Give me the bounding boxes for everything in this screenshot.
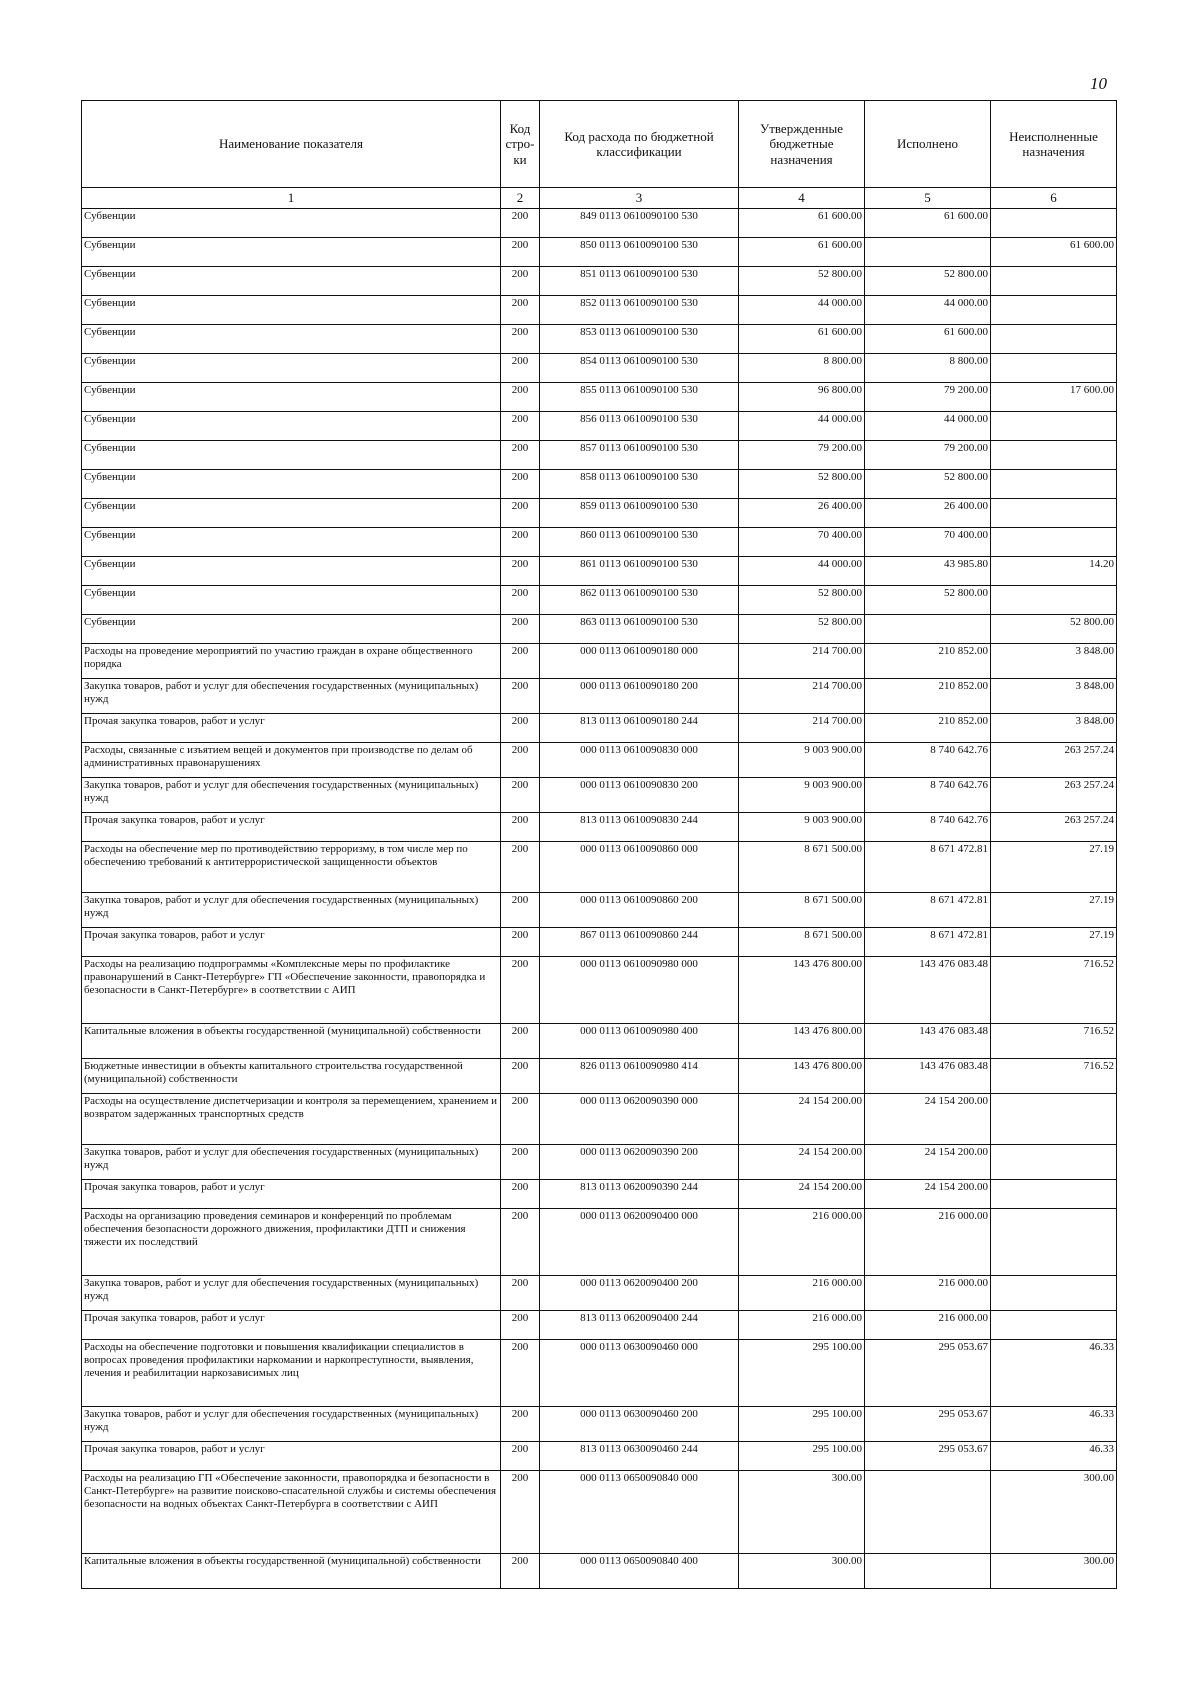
table-row (82, 778, 1117, 813)
row-approved: 52 800.00 (739, 470, 865, 499)
table-row (82, 499, 1117, 528)
row-unexecuted: 716.52 (991, 957, 1117, 1024)
row-approved: 143 476 800.00 (739, 1024, 865, 1059)
row-executed: 24 154 200.00 (865, 1145, 991, 1180)
row-unexecuted: 52 800.00 (991, 615, 1117, 644)
row-line-code: 200 (501, 383, 540, 412)
table-row (82, 470, 1117, 499)
row-unexecuted: 300.00 (991, 1554, 1117, 1589)
row-line-code: 200 (501, 1407, 540, 1442)
row-budget-code: 000 0113 0620090390 000 (540, 1094, 739, 1145)
row-budget-code: 853 0113 0610090100 530 (540, 325, 739, 354)
row-approved: 9 003 900.00 (739, 778, 865, 813)
row-indicator-name: Расходы, связанные с изъятием вещей и документов при производстве по делам об административных правонарушениях (82, 743, 501, 778)
row-approved: 216 000.00 (739, 1276, 865, 1311)
table-row (82, 325, 1117, 354)
row-executed: 26 400.00 (865, 499, 991, 528)
row-line-code: 200 (501, 957, 540, 1024)
row-approved: 216 000.00 (739, 1311, 865, 1340)
row-line-code: 200 (501, 586, 540, 615)
row-executed: 295 053.67 (865, 1442, 991, 1471)
row-unexecuted: 263 257.24 (991, 743, 1117, 778)
table-row (82, 714, 1117, 743)
table-row (82, 813, 1117, 842)
row-executed: 8 671 472.81 (865, 893, 991, 928)
row-budget-code: 851 0113 0610090100 530 (540, 267, 739, 296)
table-row (82, 1024, 1117, 1059)
row-approved: 61 600.00 (739, 209, 865, 238)
row-line-code: 200 (501, 1340, 540, 1407)
row-budget-code: 000 0113 0620090400 200 (540, 1276, 739, 1311)
row-budget-code: 000 0113 0610090860 200 (540, 893, 739, 928)
row-unexecuted: 27.19 (991, 842, 1117, 893)
row-executed: 210 852.00 (865, 714, 991, 743)
table-header-row (82, 101, 1117, 188)
row-line-code: 200 (501, 1059, 540, 1094)
row-approved: 24 154 200.00 (739, 1180, 865, 1209)
row-executed: 61 600.00 (865, 209, 991, 238)
row-unexecuted: 263 257.24 (991, 813, 1117, 842)
row-line-code: 200 (501, 615, 540, 644)
row-approved: 9 003 900.00 (739, 813, 865, 842)
row-approved: 295 100.00 (739, 1407, 865, 1442)
row-budget-code: 000 0113 0610090980 000 (540, 957, 739, 1024)
row-indicator-name: Расходы на осуществление диспетчеризации и контроля за перемещением, хранением и возвратом задержанных транспортных средств (82, 1094, 501, 1145)
row-approved: 44 000.00 (739, 557, 865, 586)
row-approved: 26 400.00 (739, 499, 865, 528)
row-line-code: 200 (501, 1180, 540, 1209)
table-row (82, 1407, 1117, 1442)
row-unexecuted (991, 354, 1117, 383)
row-unexecuted: 263 257.24 (991, 778, 1117, 813)
table-row (82, 1340, 1117, 1407)
row-indicator-name: Закупка товаров, работ и услуг для обеспечения государственных (муниципальных) нужд (82, 679, 501, 714)
row-line-code: 200 (501, 1442, 540, 1471)
row-unexecuted (991, 296, 1117, 325)
row-approved: 70 400.00 (739, 528, 865, 557)
row-line-code: 200 (501, 1145, 540, 1180)
row-unexecuted (991, 1180, 1117, 1209)
row-line-code: 200 (501, 1311, 540, 1340)
row-indicator-name: Субвенции (82, 586, 501, 615)
row-budget-code: 860 0113 0610090100 530 (540, 528, 739, 557)
row-executed: 44 000.00 (865, 412, 991, 441)
row-executed: 52 800.00 (865, 267, 991, 296)
row-indicator-name: Прочая закупка товаров, работ и услуг (82, 1442, 501, 1471)
row-line-code: 200 (501, 714, 540, 743)
row-approved: 300.00 (739, 1554, 865, 1589)
table-row (82, 842, 1117, 893)
table-row (82, 1471, 1117, 1554)
row-unexecuted: 716.52 (991, 1059, 1117, 1094)
row-budget-code: 813 0113 0620090390 244 (540, 1180, 739, 1209)
row-budget-code: 000 0113 0610090980 400 (540, 1024, 739, 1059)
header-approved-appropriations: Утвержденные бюджетные назначения (739, 101, 865, 188)
row-executed: 8 740 642.76 (865, 813, 991, 842)
row-executed: 8 740 642.76 (865, 778, 991, 813)
row-budget-code: 850 0113 0610090100 530 (540, 238, 739, 267)
row-approved: 8 671 500.00 (739, 928, 865, 957)
row-executed: 52 800.00 (865, 586, 991, 615)
row-budget-code: 813 0113 0630090460 244 (540, 1442, 739, 1471)
table-row (82, 1442, 1117, 1471)
row-budget-code: 862 0113 0610090100 530 (540, 586, 739, 615)
row-indicator-name: Расходы на реализацию ГП «Обеспечение законности, правопорядка и безопасности в Санкт-Петербурге» на развитие поисково-спасательной службы и системы обеспечения безопасности на водных объектах Санкт-Петербурга в соответствии с АИП (82, 1471, 501, 1554)
row-line-code: 200 (501, 842, 540, 893)
row-executed: 8 671 472.81 (865, 842, 991, 893)
row-budget-code: 000 0113 0610090830 200 (540, 778, 739, 813)
row-approved: 214 700.00 (739, 644, 865, 679)
row-budget-code: 852 0113 0610090100 530 (540, 296, 739, 325)
table-row (82, 238, 1117, 267)
row-budget-code: 858 0113 0610090100 530 (540, 470, 739, 499)
row-indicator-name: Капитальные вложения в объекты государственной (муниципальной) собственности (82, 1024, 501, 1059)
table-row (82, 383, 1117, 412)
table-row (82, 557, 1117, 586)
row-indicator-name: Субвенции (82, 499, 501, 528)
table-row (82, 1180, 1117, 1209)
row-line-code: 200 (501, 1209, 540, 1276)
row-executed: 70 400.00 (865, 528, 991, 557)
row-approved: 214 700.00 (739, 714, 865, 743)
row-approved: 44 000.00 (739, 412, 865, 441)
row-line-code: 200 (501, 1094, 540, 1145)
row-budget-code: 000 0113 0610090180 200 (540, 679, 739, 714)
row-approved: 24 154 200.00 (739, 1145, 865, 1180)
row-unexecuted (991, 267, 1117, 296)
row-indicator-name: Расходы на организацию проведения семинаров и конференций по проблемам обеспечения безопасности дорожного движения, профилактики ДТП и снижения тяжести их последствий (82, 1209, 501, 1276)
row-budget-code: 000 0113 0630090460 000 (540, 1340, 739, 1407)
row-indicator-name: Капитальные вложения в объекты государственной (муниципальной) собственности (82, 1554, 501, 1589)
table-row (82, 679, 1117, 714)
row-indicator-name: Субвенции (82, 354, 501, 383)
header-executed: Исполнено (865, 101, 991, 188)
row-executed: 216 000.00 (865, 1276, 991, 1311)
row-line-code: 200 (501, 499, 540, 528)
row-executed: 44 000.00 (865, 296, 991, 325)
row-line-code: 200 (501, 813, 540, 842)
row-executed: 52 800.00 (865, 470, 991, 499)
table-row (82, 1554, 1117, 1589)
row-executed: 216 000.00 (865, 1209, 991, 1276)
row-budget-code: 859 0113 0610090100 530 (540, 499, 739, 528)
row-indicator-name: Прочая закупка товаров, работ и услуг (82, 928, 501, 957)
row-executed: 143 476 083.48 (865, 1059, 991, 1094)
row-unexecuted (991, 499, 1117, 528)
row-executed (865, 615, 991, 644)
row-budget-code: 857 0113 0610090100 530 (540, 441, 739, 470)
column-number: 3 (540, 188, 739, 209)
row-indicator-name: Субвенции (82, 615, 501, 644)
row-indicator-name: Субвенции (82, 557, 501, 586)
row-indicator-name: Закупка товаров, работ и услуг для обеспечения государственных (муниципальных) нужд (82, 1407, 501, 1442)
row-approved: 24 154 200.00 (739, 1094, 865, 1145)
row-budget-code: 000 0113 0650090840 400 (540, 1554, 739, 1589)
row-indicator-name: Закупка товаров, работ и услуг для обеспечения государственных (муниципальных) нужд (82, 778, 501, 813)
row-approved: 8 800.00 (739, 354, 865, 383)
row-budget-code: 813 0113 0620090400 244 (540, 1311, 739, 1340)
row-approved: 295 100.00 (739, 1442, 865, 1471)
row-executed: 143 476 083.48 (865, 1024, 991, 1059)
row-unexecuted: 17 600.00 (991, 383, 1117, 412)
row-approved: 61 600.00 (739, 325, 865, 354)
row-executed (865, 1471, 991, 1554)
row-line-code: 200 (501, 557, 540, 586)
row-approved: 44 000.00 (739, 296, 865, 325)
row-budget-code: 000 0113 0650090840 000 (540, 1471, 739, 1554)
header-unexecuted-appropriations: Неисполненные назначения (991, 101, 1117, 188)
table-row (82, 586, 1117, 615)
row-approved: 52 800.00 (739, 267, 865, 296)
row-line-code: 200 (501, 644, 540, 679)
row-budget-code: 861 0113 0610090100 530 (540, 557, 739, 586)
column-number: 5 (865, 188, 991, 209)
row-unexecuted (991, 412, 1117, 441)
page-number: 10 (1090, 74, 1107, 93)
table-row (82, 412, 1117, 441)
row-indicator-name: Субвенции (82, 383, 501, 412)
row-unexecuted: 46.33 (991, 1407, 1117, 1442)
row-line-code: 200 (501, 441, 540, 470)
table-row (82, 1094, 1117, 1145)
table-row (82, 957, 1117, 1024)
row-executed: 295 053.67 (865, 1340, 991, 1407)
row-executed: 143 476 083.48 (865, 957, 991, 1024)
header-indicator-name: Наименование показателя (82, 101, 501, 188)
table-row (82, 928, 1117, 957)
row-unexecuted (991, 586, 1117, 615)
row-indicator-name: Субвенции (82, 209, 501, 238)
row-approved: 214 700.00 (739, 679, 865, 714)
row-unexecuted (991, 1209, 1117, 1276)
row-budget-code: 856 0113 0610090100 530 (540, 412, 739, 441)
row-executed: 216 000.00 (865, 1311, 991, 1340)
row-line-code: 200 (501, 470, 540, 499)
row-approved: 143 476 800.00 (739, 1059, 865, 1094)
row-indicator-name: Закупка товаров, работ и услуг для обеспечения государственных (муниципальных) нужд (82, 1145, 501, 1180)
row-budget-code: 000 0113 0610090830 000 (540, 743, 739, 778)
row-indicator-name: Субвенции (82, 441, 501, 470)
row-line-code: 200 (501, 412, 540, 441)
row-executed: 8 800.00 (865, 354, 991, 383)
row-unexecuted: 61 600.00 (991, 238, 1117, 267)
row-unexecuted: 14.20 (991, 557, 1117, 586)
row-line-code: 200 (501, 209, 540, 238)
row-approved: 96 800.00 (739, 383, 865, 412)
table-row (82, 615, 1117, 644)
row-approved: 300.00 (739, 1471, 865, 1554)
column-number: 4 (739, 188, 865, 209)
row-budget-code: 000 0113 0630090460 200 (540, 1407, 739, 1442)
row-unexecuted: 300.00 (991, 1471, 1117, 1554)
row-budget-code: 849 0113 0610090100 530 (540, 209, 739, 238)
row-executed: 8 671 472.81 (865, 928, 991, 957)
table-row (82, 743, 1117, 778)
table-row (82, 528, 1117, 557)
row-budget-code: 855 0113 0610090100 530 (540, 383, 739, 412)
row-indicator-name: Прочая закупка товаров, работ и услуг (82, 714, 501, 743)
table-row (82, 354, 1117, 383)
row-budget-code: 863 0113 0610090100 530 (540, 615, 739, 644)
row-line-code: 200 (501, 1024, 540, 1059)
table-row (82, 441, 1117, 470)
row-unexecuted (991, 325, 1117, 354)
table-row (82, 1209, 1117, 1276)
row-indicator-name: Субвенции (82, 528, 501, 557)
row-budget-code: 813 0113 0610090830 244 (540, 813, 739, 842)
table-row (82, 893, 1117, 928)
row-indicator-name: Прочая закупка товаров, работ и услуг (82, 1180, 501, 1209)
row-indicator-name: Расходы на проведение мероприятий по участию граждан в охране общественного порядка (82, 644, 501, 679)
row-approved: 9 003 900.00 (739, 743, 865, 778)
row-indicator-name: Прочая закупка товаров, работ и услуг (82, 813, 501, 842)
row-line-code: 200 (501, 528, 540, 557)
row-indicator-name: Расходы на обеспечение мер по противодействию терроризму, в том числе мер по обеспечению требований к антитеррористической защищенности объектов (82, 842, 501, 893)
row-budget-code: 854 0113 0610090100 530 (540, 354, 739, 383)
row-unexecuted (991, 1276, 1117, 1311)
row-approved: 52 800.00 (739, 586, 865, 615)
row-line-code: 200 (501, 267, 540, 296)
header-line-code: Код стро-ки (501, 101, 540, 188)
row-executed (865, 1554, 991, 1589)
row-unexecuted (991, 441, 1117, 470)
row-executed: 79 200.00 (865, 441, 991, 470)
row-approved: 8 671 500.00 (739, 893, 865, 928)
row-unexecuted: 3 848.00 (991, 644, 1117, 679)
row-approved: 295 100.00 (739, 1340, 865, 1407)
row-indicator-name: Субвенции (82, 412, 501, 441)
row-approved: 79 200.00 (739, 441, 865, 470)
row-executed: 295 053.67 (865, 1407, 991, 1442)
column-number: 1 (82, 188, 501, 209)
row-indicator-name: Субвенции (82, 296, 501, 325)
row-line-code: 200 (501, 1554, 540, 1589)
row-budget-code: 000 0113 0610090180 000 (540, 644, 739, 679)
row-budget-code: 813 0113 0610090180 244 (540, 714, 739, 743)
row-executed: 43 985.80 (865, 557, 991, 586)
row-unexecuted: 27.19 (991, 893, 1117, 928)
column-number: 6 (991, 188, 1117, 209)
row-indicator-name: Бюджетные инвестиции в объекты капитального строительства государственной (муниципальной) собственности (82, 1059, 501, 1094)
row-executed: 79 200.00 (865, 383, 991, 412)
row-line-code: 200 (501, 743, 540, 778)
table-row (82, 1145, 1117, 1180)
row-unexecuted (991, 1311, 1117, 1340)
row-executed: 210 852.00 (865, 679, 991, 714)
column-number-row (82, 188, 1117, 209)
row-budget-code: 000 0113 0620090390 200 (540, 1145, 739, 1180)
row-approved: 143 476 800.00 (739, 957, 865, 1024)
table-row (82, 1311, 1117, 1340)
row-unexecuted (991, 209, 1117, 238)
row-indicator-name: Субвенции (82, 470, 501, 499)
row-unexecuted (991, 1094, 1117, 1145)
row-executed: 8 740 642.76 (865, 743, 991, 778)
row-approved: 8 671 500.00 (739, 842, 865, 893)
budget-execution-table (81, 100, 1117, 1589)
row-executed: 210 852.00 (865, 644, 991, 679)
table-row (82, 209, 1117, 238)
row-unexecuted: 716.52 (991, 1024, 1117, 1059)
row-indicator-name: Расходы на реализацию подпрограммы «Комплексные меры по профилактике правонарушений в Санкт-Петербурге» ГП «Обеспечение законности, правопорядка и безопасности в Санкт-Петербурге» в соответствии с АИП (82, 957, 501, 1024)
row-approved: 216 000.00 (739, 1209, 865, 1276)
row-executed (865, 238, 991, 267)
row-unexecuted: 3 848.00 (991, 714, 1117, 743)
header-budget-classification-code: Код расхода по бюджетной классификации (540, 101, 739, 188)
row-budget-code: 867 0113 0610090860 244 (540, 928, 739, 957)
row-indicator-name: Прочая закупка товаров, работ и услуг (82, 1311, 501, 1340)
row-line-code: 200 (501, 296, 540, 325)
row-executed: 24 154 200.00 (865, 1094, 991, 1145)
table-row (82, 1276, 1117, 1311)
row-unexecuted: 3 848.00 (991, 679, 1117, 714)
row-approved: 52 800.00 (739, 615, 865, 644)
row-unexecuted: 27.19 (991, 928, 1117, 957)
table-row (82, 267, 1117, 296)
row-line-code: 200 (501, 354, 540, 383)
row-executed: 24 154 200.00 (865, 1180, 991, 1209)
row-line-code: 200 (501, 238, 540, 267)
row-line-code: 200 (501, 325, 540, 354)
row-indicator-name: Закупка товаров, работ и услуг для обеспечения государственных (муниципальных) нужд (82, 1276, 501, 1311)
table-row (82, 1059, 1117, 1094)
row-line-code: 200 (501, 893, 540, 928)
row-unexecuted: 46.33 (991, 1442, 1117, 1471)
row-unexecuted (991, 528, 1117, 557)
row-executed: 61 600.00 (865, 325, 991, 354)
row-unexecuted (991, 470, 1117, 499)
row-indicator-name: Субвенции (82, 325, 501, 354)
row-line-code: 200 (501, 679, 540, 714)
row-unexecuted (991, 1145, 1117, 1180)
row-line-code: 200 (501, 928, 540, 957)
row-budget-code: 000 0113 0620090400 000 (540, 1209, 739, 1276)
row-indicator-name: Расходы на обеспечение подготовки и повышения квалификации специалистов в вопросах проведения профилактики наркомании и наркопреступности, выявления, лечения и реабилитации наркозависимых лиц (82, 1340, 501, 1407)
row-line-code: 200 (501, 778, 540, 813)
row-budget-code: 826 0113 0610090980 414 (540, 1059, 739, 1094)
row-budget-code: 000 0113 0610090860 000 (540, 842, 739, 893)
column-number: 2 (501, 188, 540, 209)
row-approved: 61 600.00 (739, 238, 865, 267)
table-row (82, 644, 1117, 679)
table-row (82, 296, 1117, 325)
row-line-code: 200 (501, 1471, 540, 1554)
row-line-code: 200 (501, 1276, 540, 1311)
row-indicator-name: Субвенции (82, 238, 501, 267)
row-unexecuted: 46.33 (991, 1340, 1117, 1407)
row-indicator-name: Субвенции (82, 267, 501, 296)
row-indicator-name: Закупка товаров, работ и услуг для обеспечения государственных (муниципальных) нужд (82, 893, 501, 928)
